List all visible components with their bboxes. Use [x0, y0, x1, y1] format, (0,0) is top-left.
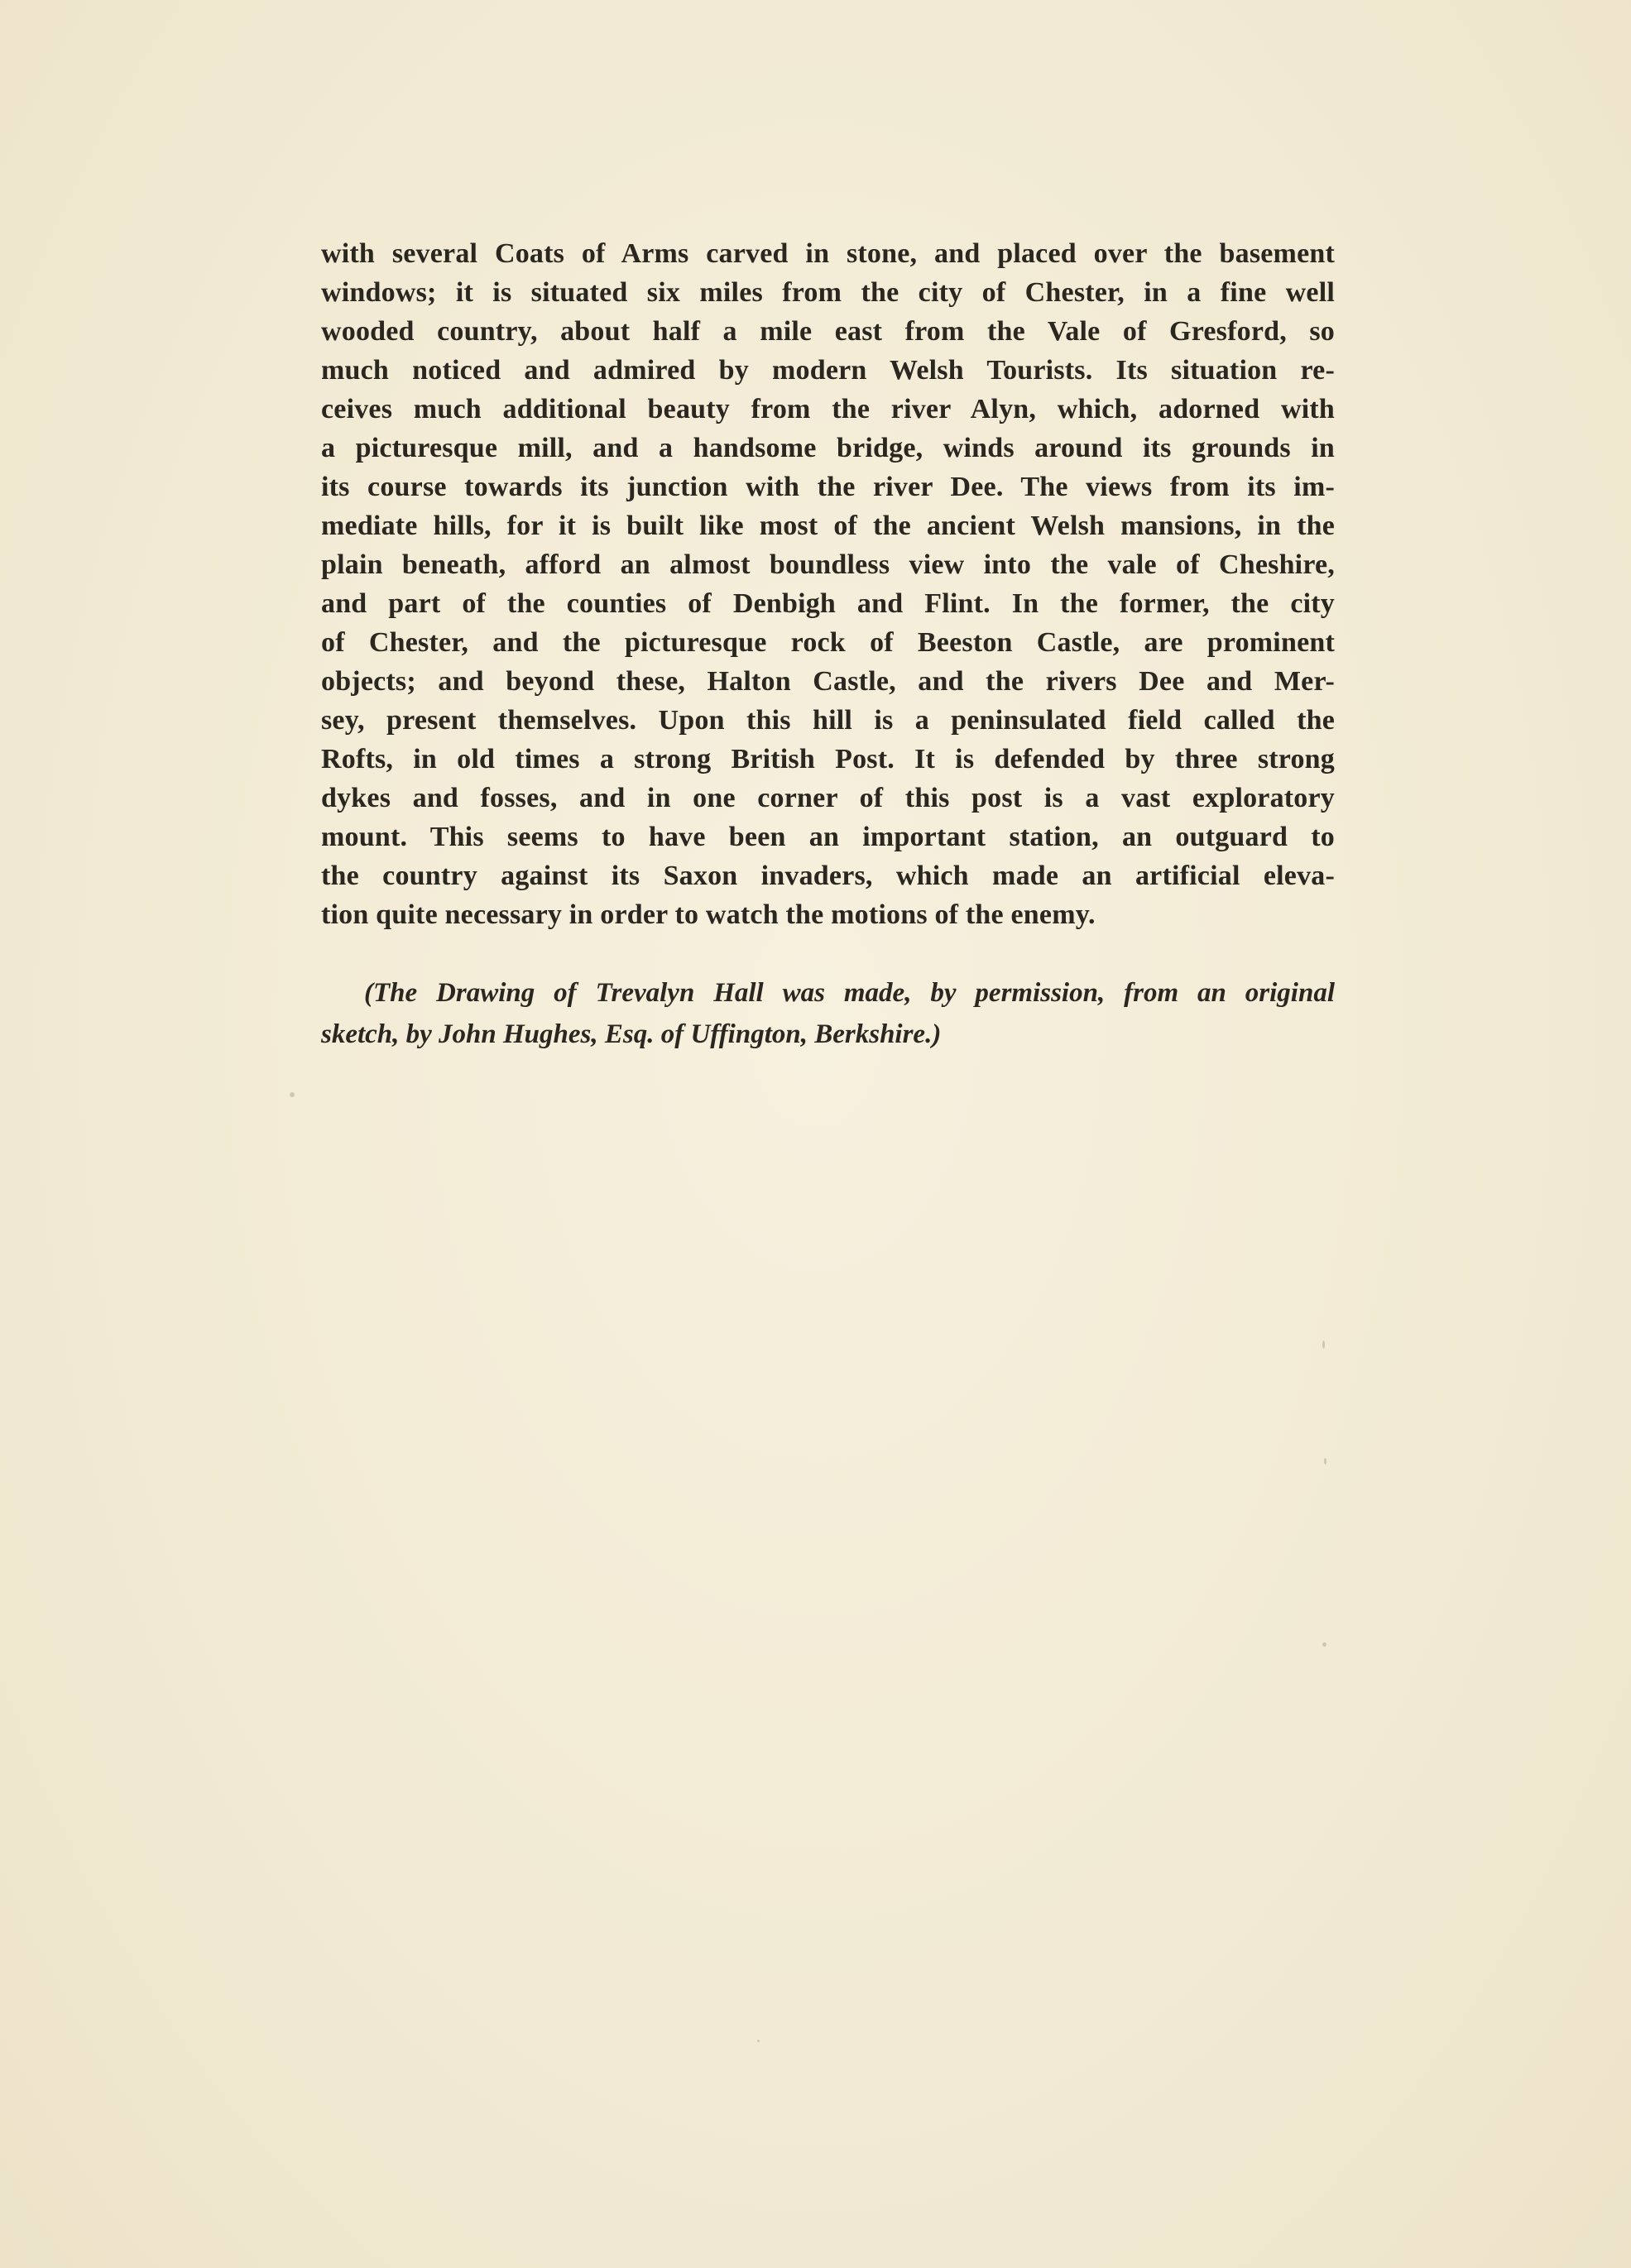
paragraph-line: much noticed and admired by modern Welsh Tourists. Its situation re- [321, 355, 1335, 386]
paragraph-line: its course towards its junction with the river Dee. The views from its im- [321, 472, 1335, 502]
caption-line: sketch, by John Hughes, Esq. of Uffington, Berkshire.) [321, 1019, 942, 1049]
body-paragraph [321, 234, 1335, 934]
paragraph-line: ceives much additional beauty from the river Alyn, which, adorned with [321, 394, 1335, 424]
paper-speck [1324, 1458, 1326, 1465]
paragraph-line: and part of the counties of Denbigh and Flint. In the former, the city [321, 588, 1335, 619]
paragraph-line: the country against its Saxon invaders, which made an artificial eleva- [321, 861, 1335, 891]
paragraph-line: objects; and beyond these, Halton Castle, and the rivers Dee and Mer- [321, 666, 1335, 697]
paragraph-line: a picturesque mill, and a handsome bridge, winds around its grounds in [321, 433, 1335, 463]
paragraph-line: wooded country, about half a mile east from the Vale of Gresford, so [321, 316, 1335, 347]
paper-speck [290, 1092, 295, 1097]
paragraph-line: mediate hills, for it is built like most of the ancient Welsh mansions, in the [321, 511, 1335, 541]
paper-speck [757, 2040, 760, 2042]
paper-speck [1322, 1642, 1326, 1647]
paper-speck [1322, 1340, 1325, 1349]
paragraph-line: Rofts, in old times a strong British Post. It is defended by three strong [321, 744, 1335, 774]
paragraph-line: with several Coats of Arms carved in stone, and placed over the basement [321, 238, 1335, 269]
paragraph-line: tion quite necessary in order to watch the motions of the enemy. [321, 899, 1096, 930]
paragraph-line: sey, present themselves. Upon this hill is a peninsulated field called the [321, 705, 1335, 736]
paragraph-line: plain beneath, afford an almost boundless view into the vale of Cheshire, [321, 549, 1335, 580]
paragraph-line: of Chester, and the picturesque rock of Beeston Castle, are prominent [321, 627, 1335, 658]
illustration-credit-note [321, 972, 1335, 1055]
paragraph-line: windows; it is situated six miles from the city of Chester, in a fine well [321, 277, 1335, 308]
paragraph-line: dykes and fosses, and in one corner of this post is a vast exploratory [321, 783, 1335, 813]
caption-line: (The Drawing of Trevalyn Hall was made, by permission, from an original [364, 978, 1335, 1008]
paragraph-line: mount. This seems to have been an important station, an outguard to [321, 822, 1335, 852]
